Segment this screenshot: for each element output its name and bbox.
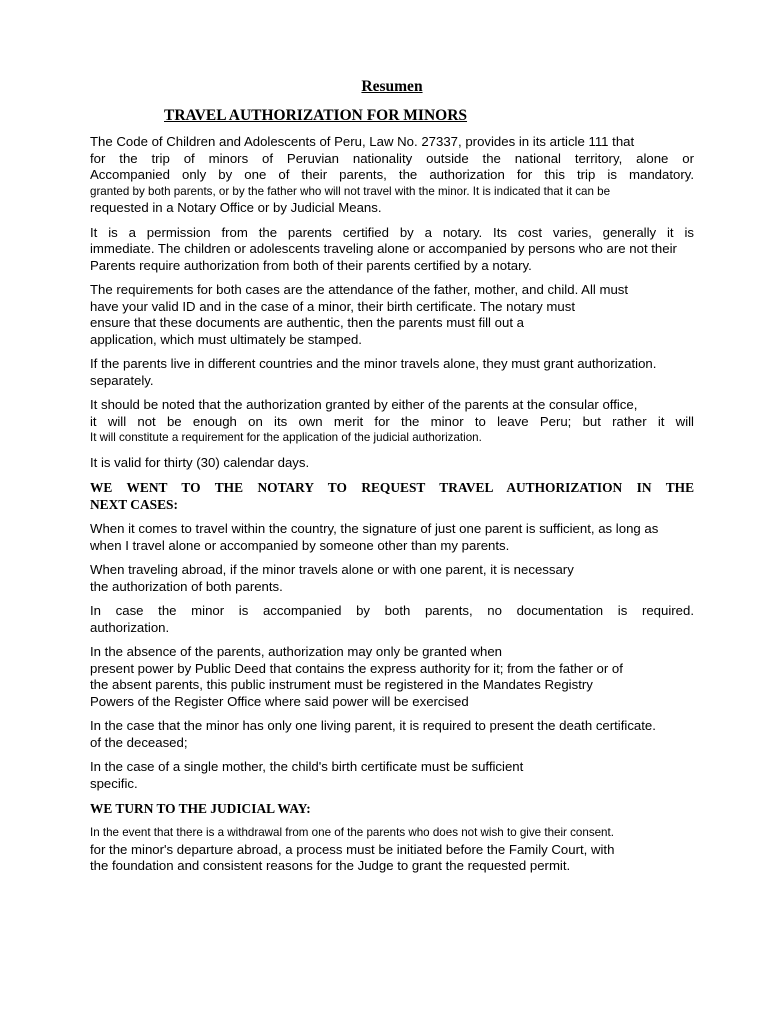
- paragraph: [90, 603, 694, 636]
- text-line: The requirements for both cases are the attendance of the father, mother, and child. All must: [90, 282, 629, 297]
- text-line: authorization.: [90, 619, 170, 635]
- text-line: If the parents live in different countries and the minor travels alone, they must grant authorization.: [90, 356, 657, 371]
- text-line: when I travel alone or accompanied by someone other than my parents.: [90, 537, 510, 553]
- text-line: ensure that these documents are authentic, then the parents must fill out a: [90, 315, 524, 330]
- paragraph: [90, 225, 694, 275]
- text-line: In the absence of the parents, authorization may only be granted when: [90, 644, 503, 659]
- text-line: It should be noted that the authorization granted by either of the parents at the consular office,: [90, 397, 638, 412]
- text-line: It will constitute a requirement for the application of the judicial authorization.: [90, 431, 482, 444]
- document-title: Resumen: [361, 78, 423, 95]
- text-line: separately.: [90, 372, 154, 388]
- text-line: the authorization of both parents.: [90, 578, 283, 594]
- document-body: [90, 134, 694, 875]
- text-line: NEXT CASES:: [90, 497, 178, 512]
- text-line: The Code of Children and Adolescents of Peru, Law No. 27337, provides in its article 111 that: [90, 134, 635, 149]
- text-line: of the deceased;: [90, 734, 188, 750]
- paragraph: [90, 644, 694, 710]
- paragraph: [90, 356, 694, 389]
- text-line: present power by Public Deed that contains the express authority for it; from the father or of: [90, 660, 623, 676]
- text-line: Accompanied only by one of their parents, the authorization for this trip is mandatory.: [90, 167, 694, 182]
- text-line: granted by both parents, or by the father who will not travel with the minor. It is indicated that it can be: [90, 184, 611, 198]
- paragraph: [90, 718, 694, 751]
- paragraph: [90, 825, 694, 875]
- section-heading: [90, 800, 694, 817]
- section-heading: [90, 479, 694, 513]
- text-line: the absent parents, this public instrument must be registered in the Mandates Registry: [90, 677, 593, 692]
- paragraph: [90, 397, 694, 447]
- text-line: WE WENT TO THE NOTARY TO REQUEST TRAVEL AUTHORIZATION IN THE: [90, 480, 694, 495]
- text-line: application, which must ultimately be stamped.: [90, 331, 362, 347]
- text-line: Powers of the Register Office where said power will be exercised: [90, 693, 469, 709]
- text-line: requested in a Notary Office or by Judicial Means.: [90, 200, 382, 215]
- text-line: It is valid for thirty (30) calendar days.: [90, 454, 310, 470]
- text-line: for the trip of minors of Peruvian nationality outside the national territory, alone or: [90, 150, 694, 166]
- text-line: for the minor's departure abroad, a process must be initiated before the Family Court, with: [90, 841, 615, 857]
- paragraph: [90, 455, 694, 472]
- text-line: it will not be enough on its own merit for the minor to leave Peru; but rather it will: [90, 413, 694, 429]
- text-line: In the case of a single mother, the child's birth certificate must be sufficient: [90, 759, 524, 774]
- document-page: [90, 76, 694, 883]
- text-line: Parents require authorization from both of their parents certified by a notary.: [90, 257, 532, 273]
- paragraph: [90, 521, 694, 554]
- text-line: immediate. The children or adolescents traveling alone or accompanied by persons who are not their: [90, 241, 677, 256]
- text-line: In the case that the minor has only one living parent, it is required to present the death certificate.: [90, 718, 656, 733]
- paragraph: [90, 759, 694, 792]
- text-line: In the event that there is a withdrawal from one of the parents who does not wish to give their consent.: [90, 826, 614, 839]
- text-line: It is a permission from the parents certified by a notary. Its cost varies, generally it is: [90, 224, 694, 240]
- paragraph: [90, 134, 694, 217]
- text-line: When it comes to travel within the country, the signature of just one parent is sufficient, as long as: [90, 521, 659, 536]
- text-line: specific.: [90, 775, 138, 791]
- text-line: In case the minor is accompanied by both parents, no documentation is required.: [90, 603, 694, 618]
- text-line: WE TURN TO THE JUDICIAL WAY:: [90, 801, 311, 816]
- paragraph: [90, 562, 694, 595]
- text-line: the foundation and consistent reasons for the Judge to grant the requested permit.: [90, 858, 571, 873]
- text-line: When traveling abroad, if the minor travels alone or with one parent, it is necessary: [90, 562, 574, 577]
- paragraph: [90, 282, 694, 348]
- text-line: have your valid ID and in the case of a minor, their birth certificate. The notary must: [90, 298, 576, 314]
- document-subtitle: TRAVEL AUTHORIZATION FOR MINORS: [164, 107, 468, 124]
